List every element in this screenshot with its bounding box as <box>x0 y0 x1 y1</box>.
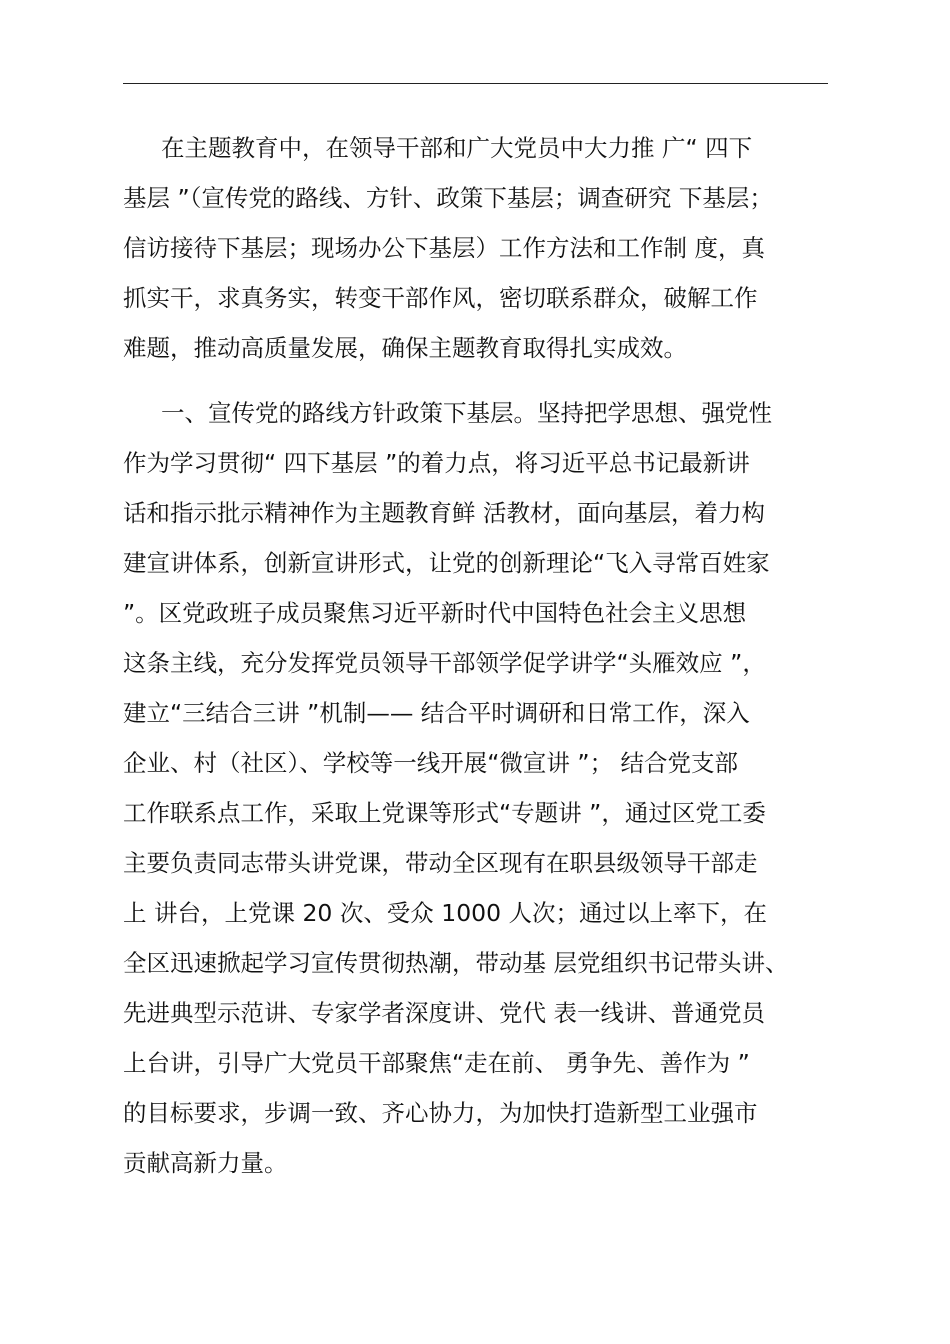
text-line: 这条主线，充分发挥党员领导干部领学促学讲学“头雁效应 ”， <box>123 649 766 677</box>
text-line: 贡献高新力量。 <box>123 1149 288 1177</box>
text-line: 作为学习贯彻“ 四下基层 ”的着力点，将习近平总书记最新讲 <box>123 449 750 477</box>
text-line: 抓实干，求真务实，转变干部作风，密切联系群众，破解工作 <box>123 284 758 312</box>
text-line: 一、宣传党的路线方针政策下基层。坚持把学思想、强党性 <box>161 399 772 427</box>
text-line: 全区迅速掀起学习宣传贯彻热潮，带动基 层党组织书记带头讲、 <box>123 949 789 977</box>
text-line: 难题，推动高质量发展，确保主题教育取得扎实成效。 <box>123 334 687 362</box>
text-line: 上台讲，引导广大党员干部聚焦“走在前、 勇争先、善作为 ” <box>123 1049 750 1077</box>
text-line: ”。区党政班子成员聚焦习近平新时代中国特色社会主义思想 <box>123 599 747 627</box>
text-line: 建宣讲体系，创新宣讲形式，让党的创新理论“飞入寻常百姓家 <box>123 549 770 577</box>
paragraph-spacer <box>123 373 833 388</box>
text-line: 主要负责同志带头讲党课，带动全区现有在职县级领导干部走 <box>123 849 758 877</box>
text-line: 工作联系点工作，采取上党课等形式“专题讲 ”，通过区党工委 <box>123 799 766 827</box>
text-line: 先进典型示范讲、专家学者深度讲、党代 表一线讲、普通党员 <box>123 999 765 1027</box>
text-line: 企业、村（社区）、学校等一线开展“微宣讲 ”； 结合党支部 <box>123 749 739 777</box>
header-rule <box>123 83 828 84</box>
paragraph-intro <box>123 123 833 373</box>
text-line: 的目标要求，步调一致、齐心协力，为加快打造新型工业强市 <box>123 1099 758 1127</box>
paragraph-section-one <box>123 388 833 1188</box>
text-line: 在主题教育中，在领导干部和广大党员中大力推 广“ 四下 <box>161 134 753 162</box>
text-line: 信访接待下基层；现场办公下基层）工作方法和工作制 度，真 <box>123 234 765 262</box>
text-line: 建立“三结合三讲 ”机制—— 结合平时调研和日常工作，深入 <box>123 699 750 727</box>
text-line: 上 讲台，上党课 20 次、受众 1000 人次；通过以上率下，在 <box>123 899 768 927</box>
text-line: 话和指示批示精神作为主题教育鲜 活教材，面向基层，着力构 <box>123 499 765 527</box>
text-line: 基层 ”（宣传党的路线、方针、政策下基层；调查研究 下基层； <box>123 184 773 212</box>
document-body <box>123 123 833 1188</box>
